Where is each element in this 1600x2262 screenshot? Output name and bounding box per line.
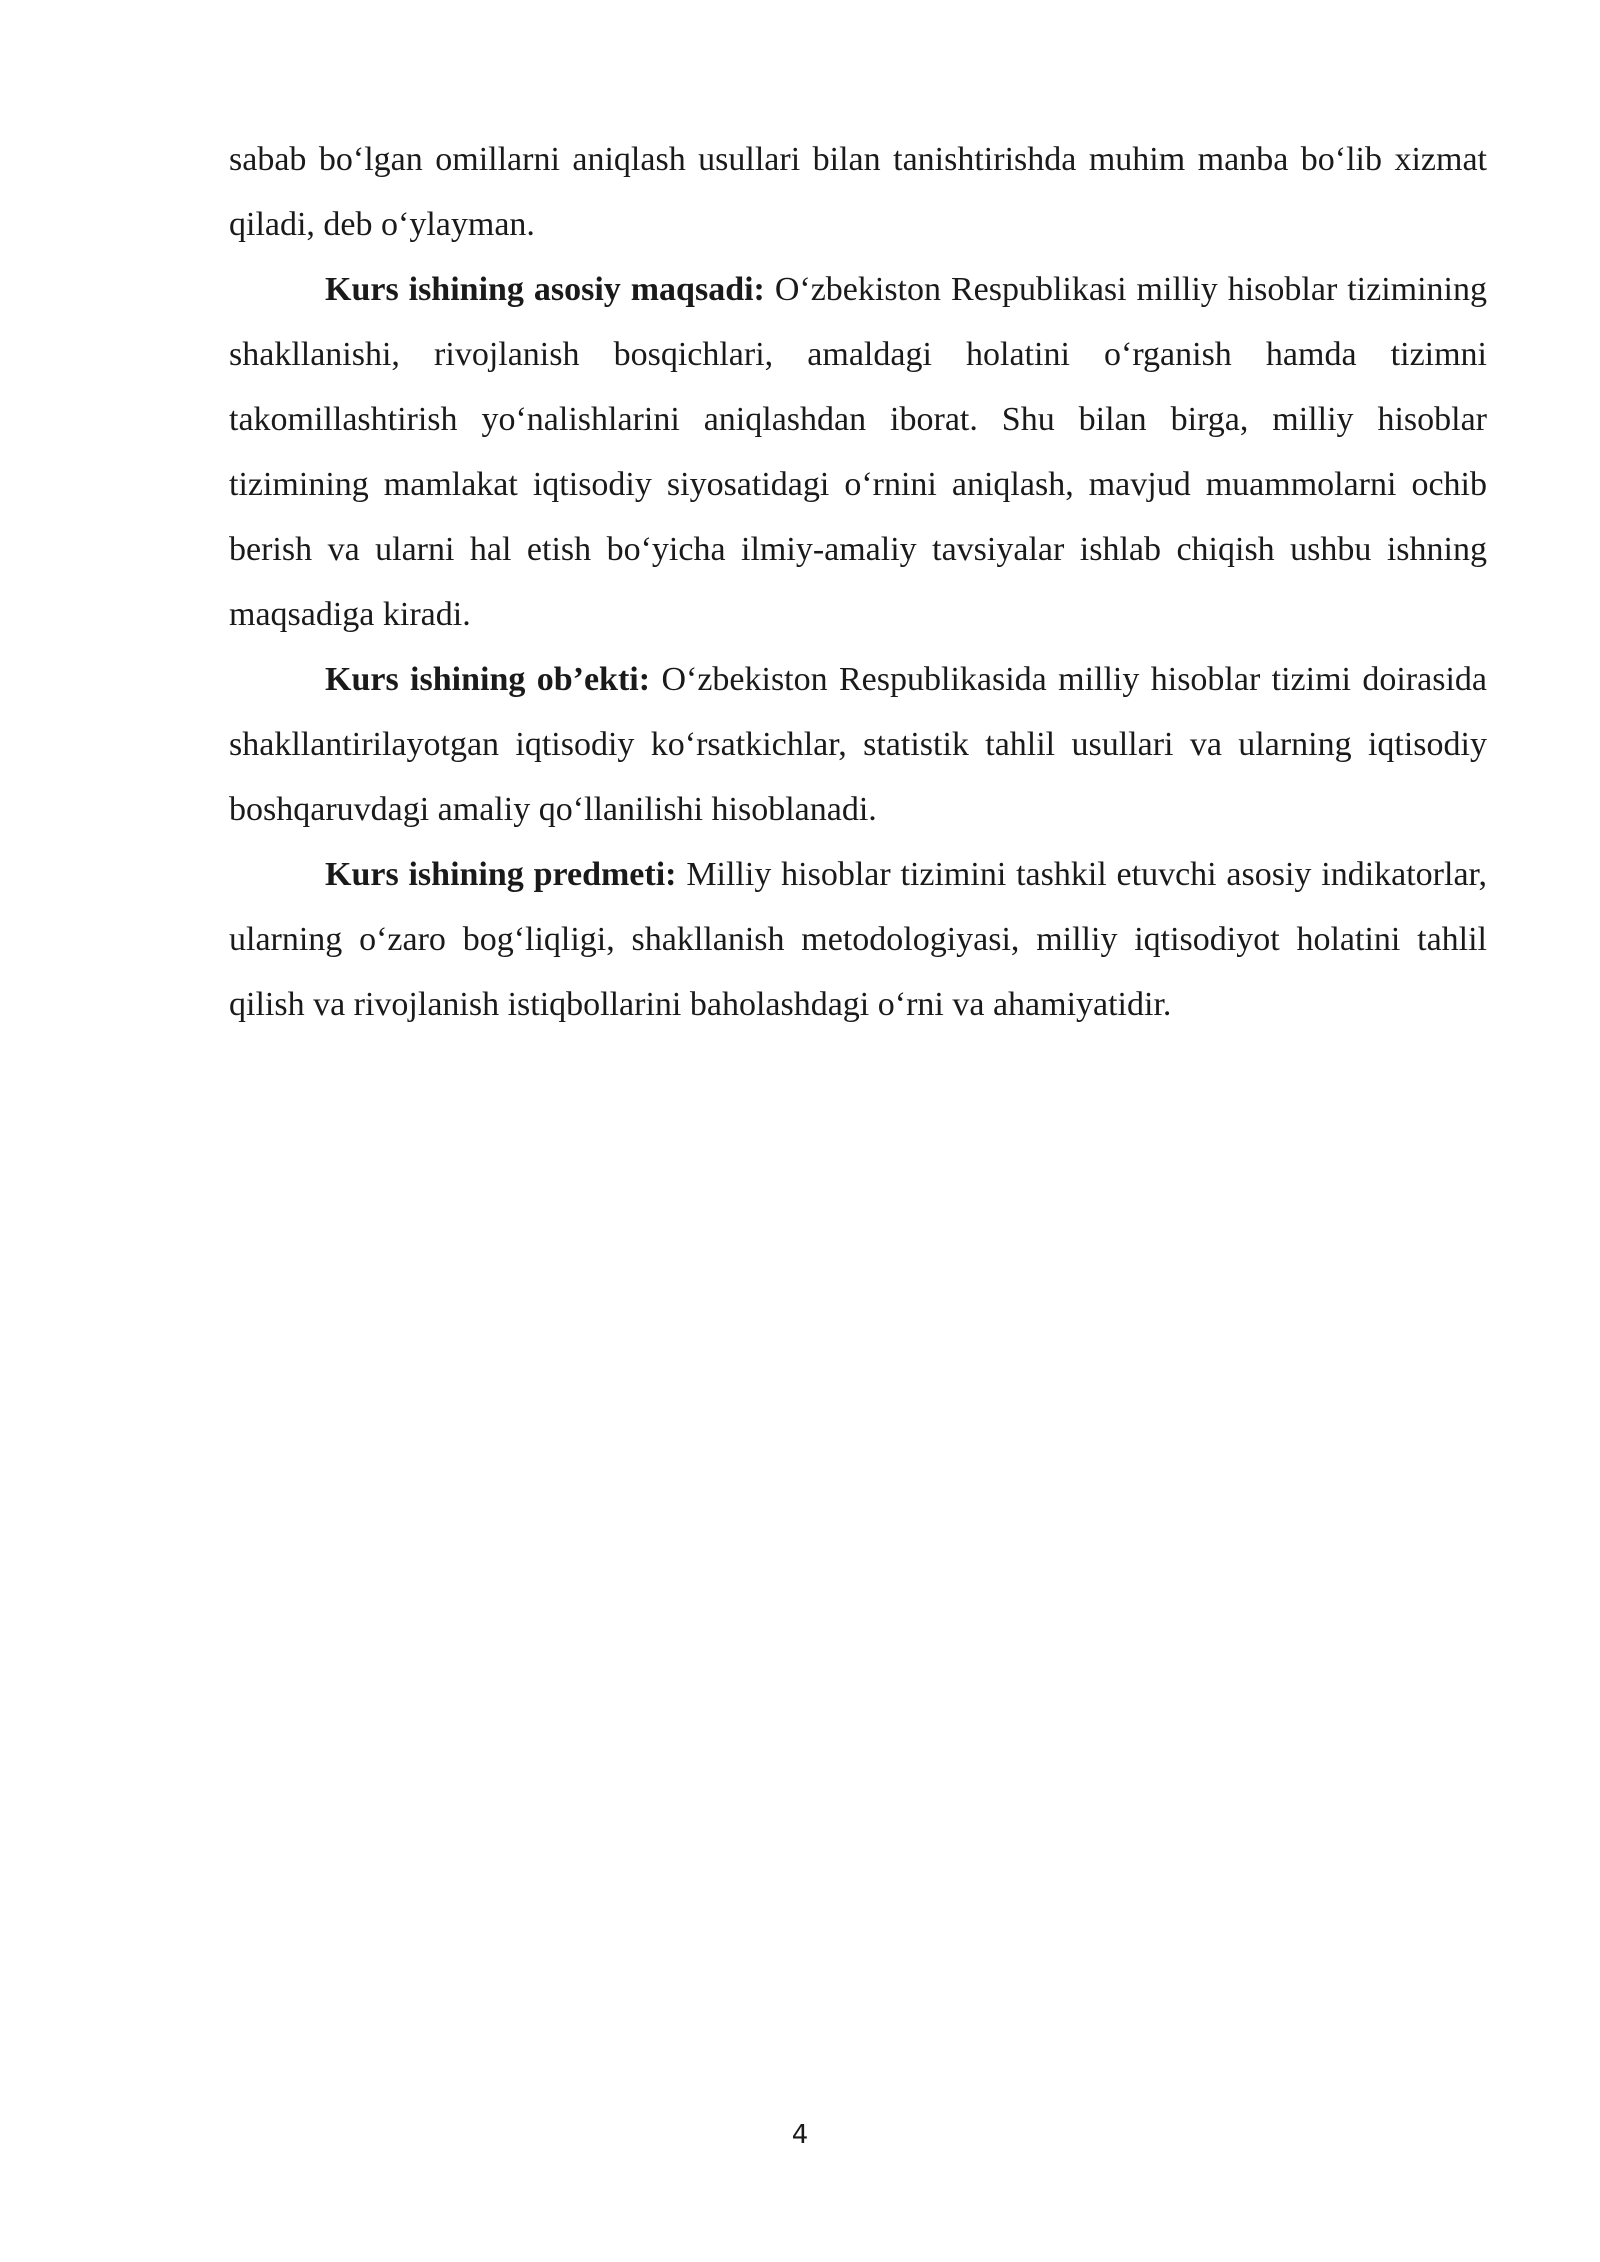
paragraph-goal-text: O‘zbekiston Respublikasi milliy hisoblar tizimining shakllanishi, rivojlanish bosqichlari, amaldagi holatini o‘rganish hamda tizimni takomillashtirish yo‘nalishlarini aniqlashdan iborat. Shu bilan birga, milliy hisoblar tizimining mamlakat iqtisodiy siyosatidagi o‘rnini aniqlash, mavjud muammolarni ochib berish va ularni hal etish bo‘yicha ilmiy-amaliy tavsiyalar ishlab chiqish ushbu ishning maqsadiga kiradi. [229, 271, 1487, 633]
paragraph-goal-lead: Kurs ishining asosiy maqsadi: [325, 271, 765, 308]
paragraph-subject-text: Milliy hisoblar tizimini tashkil etuvchi asosiy indikatorlar, ularning o‘zaro bog‘liqligi, shakllanish metodologiyasi, milliy iqtisodiyot holatini tahlil qilish va rivojlanish istiqbollarini baholashdagi o‘rni va ahamiyatidir. [229, 856, 1487, 1023]
paragraph-object-text: O‘zbekiston Respublikasida milliy hisoblar tizimi doirasida shakllantirilayotgan iqtisodiy ko‘rsatkichlar, statistik tahlil usullari va ularning iqtisodiy boshqaruvdagi amaliy qo‘llanilishi hisoblanadi. [229, 661, 1487, 828]
paragraph-subject [229, 842, 1487, 1037]
paragraph-intro [229, 127, 1487, 257]
page-number: 4 [791, 2120, 809, 2150]
paragraph-goal [229, 257, 1487, 647]
paragraph-object-lead: Kurs ishining ob’ekti: [325, 661, 651, 698]
paragraph-intro-text: sabab bo‘lgan omillarni aniqlash usullari bilan tanishtirishda muhim manba bo‘lib xizmat qiladi, deb o‘ylayman. [229, 141, 1487, 243]
paragraph-object [229, 647, 1487, 842]
document-body [229, 127, 1487, 1037]
paragraph-subject-lead: Kurs ishining predmeti: [325, 856, 677, 893]
